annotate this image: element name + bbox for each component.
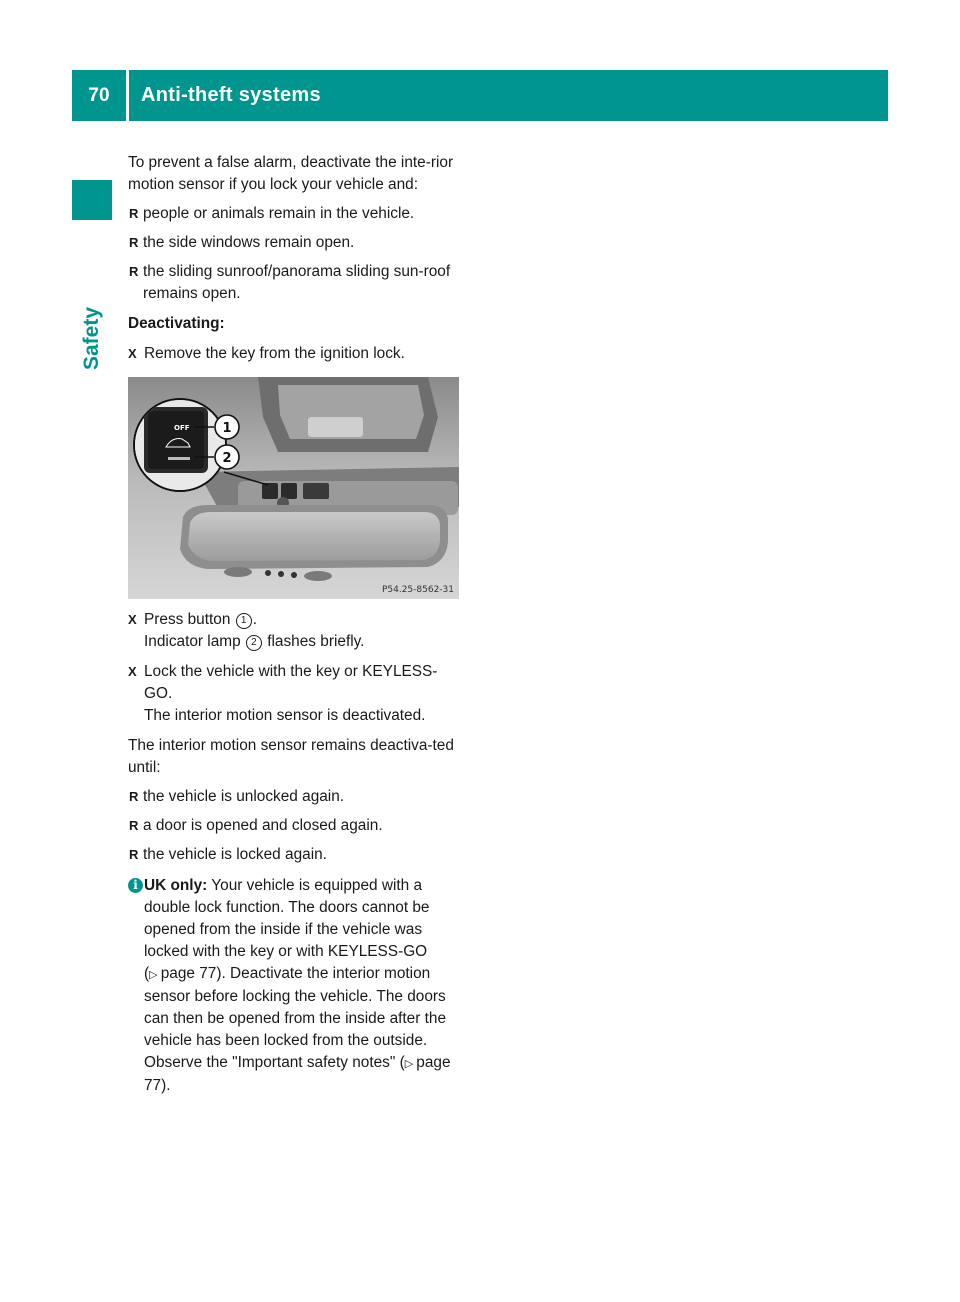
chapter-label: Safety	[80, 306, 103, 370]
info-note: i UK only: Your vehicle is equipped with a double lock function. The doors cannot be opened from the inside if the vehicle was locked with the key or with KEYLESS-GO (▷ page 77). Deactivate the interior motion sensor before locking the vehicle. The doors can then be opened from the inside after the vehicle has been locked from the outside. Observe the "Important safety notes" (▷ page 77).	[128, 875, 463, 1097]
info-icon: i	[128, 878, 143, 893]
page-ref-arrow-icon: ▷	[404, 1058, 414, 1070]
overhead-control-panel-figure	[128, 377, 459, 599]
remains-paragraph: The interior motion sensor remains deactiva-ted until:	[128, 737, 454, 776]
step-remove-key: X Remove the key from the ignition lock.	[128, 345, 405, 362]
list-item: R people or animals remain in the vehicle.	[129, 205, 415, 222]
list-item: R the side windows remain open.	[129, 234, 355, 251]
section-title: Anti-theft systems	[141, 84, 321, 106]
callout-1: 1	[222, 421, 232, 436]
callout-2: 2	[222, 451, 232, 466]
list-item: R the vehicle is unlocked again.	[129, 788, 345, 805]
step-lock-vehicle: X Lock the vehicle with the key or KEYLESS-GO. The interior motion sensor is deactivated.	[128, 663, 438, 724]
main-column	[128, 152, 463, 1097]
deactivating-heading: Deactivating:	[128, 315, 225, 332]
ref-callout-1: 1	[236, 613, 252, 629]
ref-callout-2: 2	[246, 635, 262, 651]
page-header	[72, 70, 888, 121]
page-number: 70	[88, 85, 110, 106]
intro-paragraph: To prevent a false alarm, deactivate the inte-rior motion sensor if you lock your vehicle and:	[128, 154, 454, 193]
header-divider	[126, 70, 129, 121]
list-item: R a door is opened and closed again.	[129, 817, 383, 834]
list-item: R the vehicle is locked again.	[129, 846, 327, 863]
chapter-marker	[72, 180, 112, 220]
list-item: R the sliding sunroof/panorama sliding sun-roof remains open.	[129, 263, 451, 302]
step-press-button: X Press button 1 . Indicator lamp 2 flashes briefly.	[128, 611, 365, 650]
off-label: OFF	[174, 424, 190, 432]
figure-code: P54.25-8562-31	[381, 585, 454, 595]
page-ref-link[interactable]: page 77	[144, 1054, 451, 1094]
page-ref-link[interactable]: page 77	[160, 965, 217, 982]
page-ref-arrow-icon: ▷	[149, 969, 158, 981]
